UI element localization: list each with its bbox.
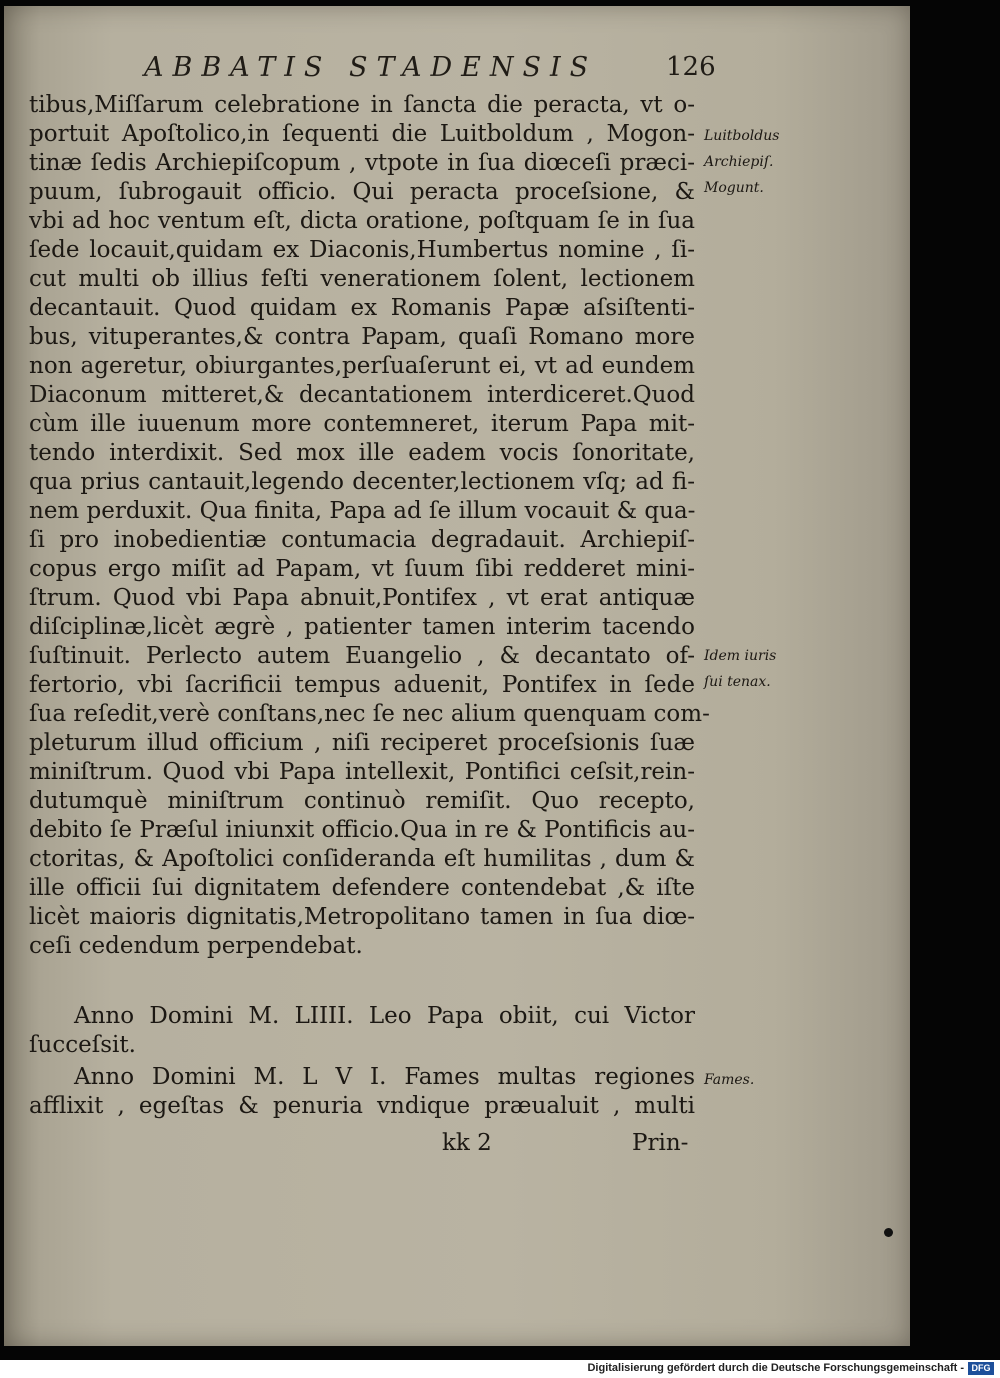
- text-line: ſtrum. Quod vbi Papa abnuit,Pontifex , vt erat antiquæ: [29, 585, 695, 611]
- text-line: puum, ſubrogauit officio. Qui peracta proceſsione, &: [29, 179, 695, 205]
- text-line: portuit Apoſtolico,in ſequenti die Luitboldum , Mogon-: [29, 121, 695, 147]
- text-line: ceſi cedendum perpendebat.: [29, 933, 363, 959]
- dfg-logo: DFG: [968, 1362, 994, 1375]
- text-line: Diaconum mitteret,& decantationem interdiceret.Quod: [29, 382, 695, 408]
- text-line: ſua reſedit,verè conſtans,nec ſe nec alium quenquam com-: [29, 701, 710, 727]
- catchword: Prin-: [632, 1130, 689, 1156]
- marginal-note: Archiepiſ.: [704, 154, 774, 170]
- text-line: afflixit , egeſtas & penuria vndique præualuit , multi: [29, 1093, 695, 1119]
- text-line: nem perduxit. Qua finita, Papa ad ſe illum vocauit & qua-: [29, 498, 696, 524]
- text-line: tibus,Miſſarum celebratione in ſancta die peracta, vt o-: [29, 92, 695, 118]
- book-page: [4, 6, 910, 1346]
- marginal-note: ſui tenax.: [704, 674, 771, 690]
- text-line: Anno Domini M. LIIII. Leo Papa obiit, cui Victor: [74, 1003, 695, 1029]
- text-line: vbi ad hoc ventum eſt, dicta oratione, poſtquam ſe in ſua: [29, 208, 695, 234]
- marginal-note: Idem iuris: [704, 648, 777, 664]
- page-number: 126: [666, 52, 716, 82]
- text-line: decantauit. Quod quidam ex Romanis Papæ aſsiſtenti-: [29, 295, 695, 321]
- text-line: dutumquè miniſtrum continuò remiſit. Quo recepto,: [29, 788, 695, 814]
- text-line: ſuſtinuit. Perlecto autem Euangelio , & decantato of-: [29, 643, 695, 669]
- text-line: bus, vituperantes,& contra Papam, quaſi Romano more: [29, 324, 695, 350]
- text-line: debito ſe Præſul iniunxit officio.Qua in re & Pontificis au-: [29, 817, 695, 843]
- text-line: tinæ ſedis Archiepiſcopum , vtpote in ſua diœceſi præci-: [29, 150, 695, 176]
- text-line: ille officii ſui dignitatem defendere contendebat ,& iſte: [29, 875, 695, 901]
- text-line: tendo interdixit. Sed mox ille eadem vocis ſonoritate,: [29, 440, 695, 466]
- text-line: ſi pro inobedientiæ contumacia degradauit. Archiepiſ-: [29, 527, 695, 553]
- marginal-note: Fames.: [704, 1072, 755, 1088]
- text-line: ctoritas, & Apoſtolici conſideranda eſt humilitas , dum &: [29, 846, 695, 872]
- signature-mark: kk 2: [442, 1130, 492, 1156]
- text-line: diſciplinæ,licèt ægrè , patienter tamen interim tacendo: [29, 614, 695, 640]
- running-head: ABBATIS STADENSIS: [144, 52, 598, 83]
- text-line: miniſtrum. Quod vbi Papa intellexit, Pontifici ceſsit,rein-: [29, 759, 695, 785]
- text-line: non ageretur, obiurgantes,perſuaſerunt ei, vt ad eundem: [29, 353, 695, 379]
- text-line: copus ergo miſit ad Papam, vt ſuum ſibi redderet mini-: [29, 556, 695, 582]
- text-line: Anno Domini M. L V I. Fames multas regiones: [74, 1064, 695, 1090]
- marginal-note: Mogunt.: [704, 180, 764, 196]
- text-line: cut multi ob illius feſti venerationem ſolent, lectionem: [29, 266, 695, 292]
- footer-bar: [0, 1360, 1000, 1378]
- text-line: ſede locauit,quidam ex Diaconis,Humbertus nomine , ſi-: [29, 237, 695, 263]
- footer-credit: Digitalisierung gefördert durch die Deutsche Forschungsgemeinschaft -: [587, 1362, 964, 1374]
- text-line: qua prius cantauit,legendo decenter,lectionem vſq; ad fi-: [29, 469, 695, 495]
- text-line: pleturum illud officium , niſi reciperet proceſsionis ſuæ: [29, 730, 695, 756]
- marginal-note: Luitboldus: [704, 128, 780, 144]
- text-line: ſucceſsit.: [29, 1032, 136, 1058]
- text-line: cùm ille iuuenum more contemneret, iterum Papa mit-: [29, 411, 695, 437]
- text-line: licèt maioris dignitatis,Metropolitano tamen in ſua diœ-: [29, 904, 695, 930]
- text-line: fertorio, vbi ſacrificii tempus aduenit, Pontifex in ſede: [29, 672, 695, 698]
- ink-dot: [884, 1228, 893, 1237]
